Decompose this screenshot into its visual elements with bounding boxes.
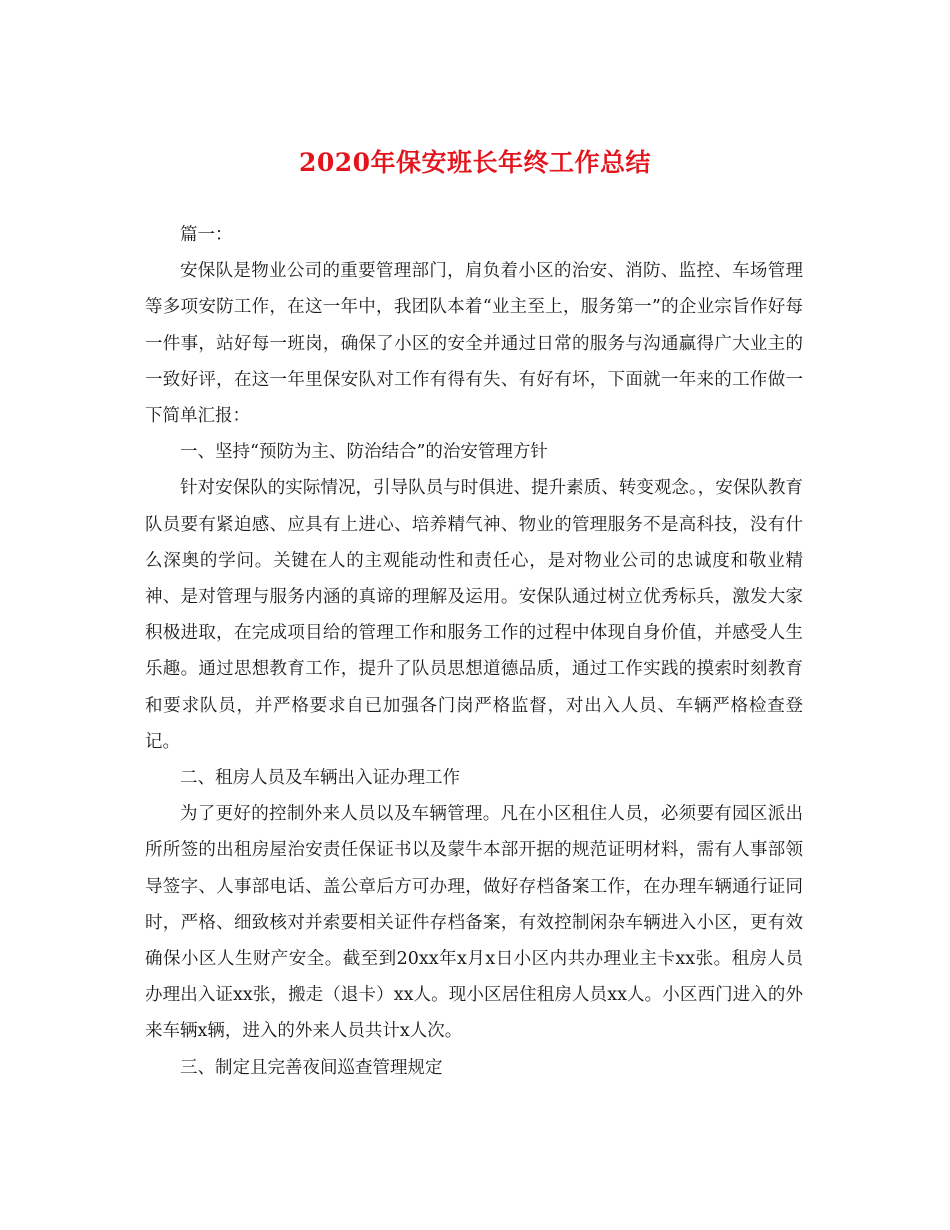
section-label-paragraph: 篇一： (180, 225, 233, 245)
document-title: 2020年保安班长年终工作总结 (298, 148, 652, 177)
body-paragraph-one: 针对安保队的实际情况，引导队员与时俱进、提升素质、转变观念。，安保队教育队员要有紧迫感、应具有上进心、培养精气神、物业的管理服务不是高科技，没有什么深奥的学问。关键在人的主观能动性和责任心，是对物业公司的忠诚度和敬业精神、是对管理与服务内涵的真谛的理解及运用。安保队通过树立优秀标兵，激发大家积极进取，在完成项目给的管理工作和服务工作的过程中体现自身价值，并感受人生乐趣。通过思想教育工作，提升了队员思想道德品质，通过工作实践的摸索时刻教育和要求队员，并严格要求自已加强各门岗严格监督，对出入人员、车辆严格检查登记。 (145, 478, 803, 752)
heading-three-paragraph: 三、制定且完善夜间巡查管理规定 (180, 1057, 443, 1078)
document-body (145, 217, 803, 1086)
heading-one-paragraph: 一、坚持“预防为主、防治结合”的治安管理方针 (180, 442, 548, 463)
body-paragraph-two: 为了更好的控制外来人员以及车辆管理。凡在小区租住人员，必须要有园区派出所所签的出租房屋治安责任保证书以及蒙牛本部开据的规范证明材料，需有人事部领导签字、人事部电话、盖公章后方可办理，做好存档备案工作，在办理车辆通行证同时，严格、细致核对并索要相关证件存档备案，有效控制闲杂车辆进入小区，更有效确保小区人生财产安全。截至到20xx年x月x日小区内共办理业主卡xx张。租房人员办理出入证xx张，搬走（退卡）xx人。现小区居住租房人员xx人。小区西门进入的外来车辆x辆，进入的外来人员共计x人次。 (145, 804, 803, 1042)
intro-paragraph: 安保队是物业公司的重要管理部门，肩负着小区的治安、消防、监控、车场管理等多项安防工作，在这一年中，我团队本着“业主至上，服务第一”的企业宗旨作好每一件事，站好每一班岗，确保了小区的安全并通过日常的服务与沟通赢得广大业主的一致好评，在这一年里保安队对工作有得有失、有好有坏，下面就一年来的工作做一下简单汇报： (145, 261, 803, 427)
heading-two-paragraph: 二、租房人员及车辆出入证办理工作 (180, 768, 460, 789)
